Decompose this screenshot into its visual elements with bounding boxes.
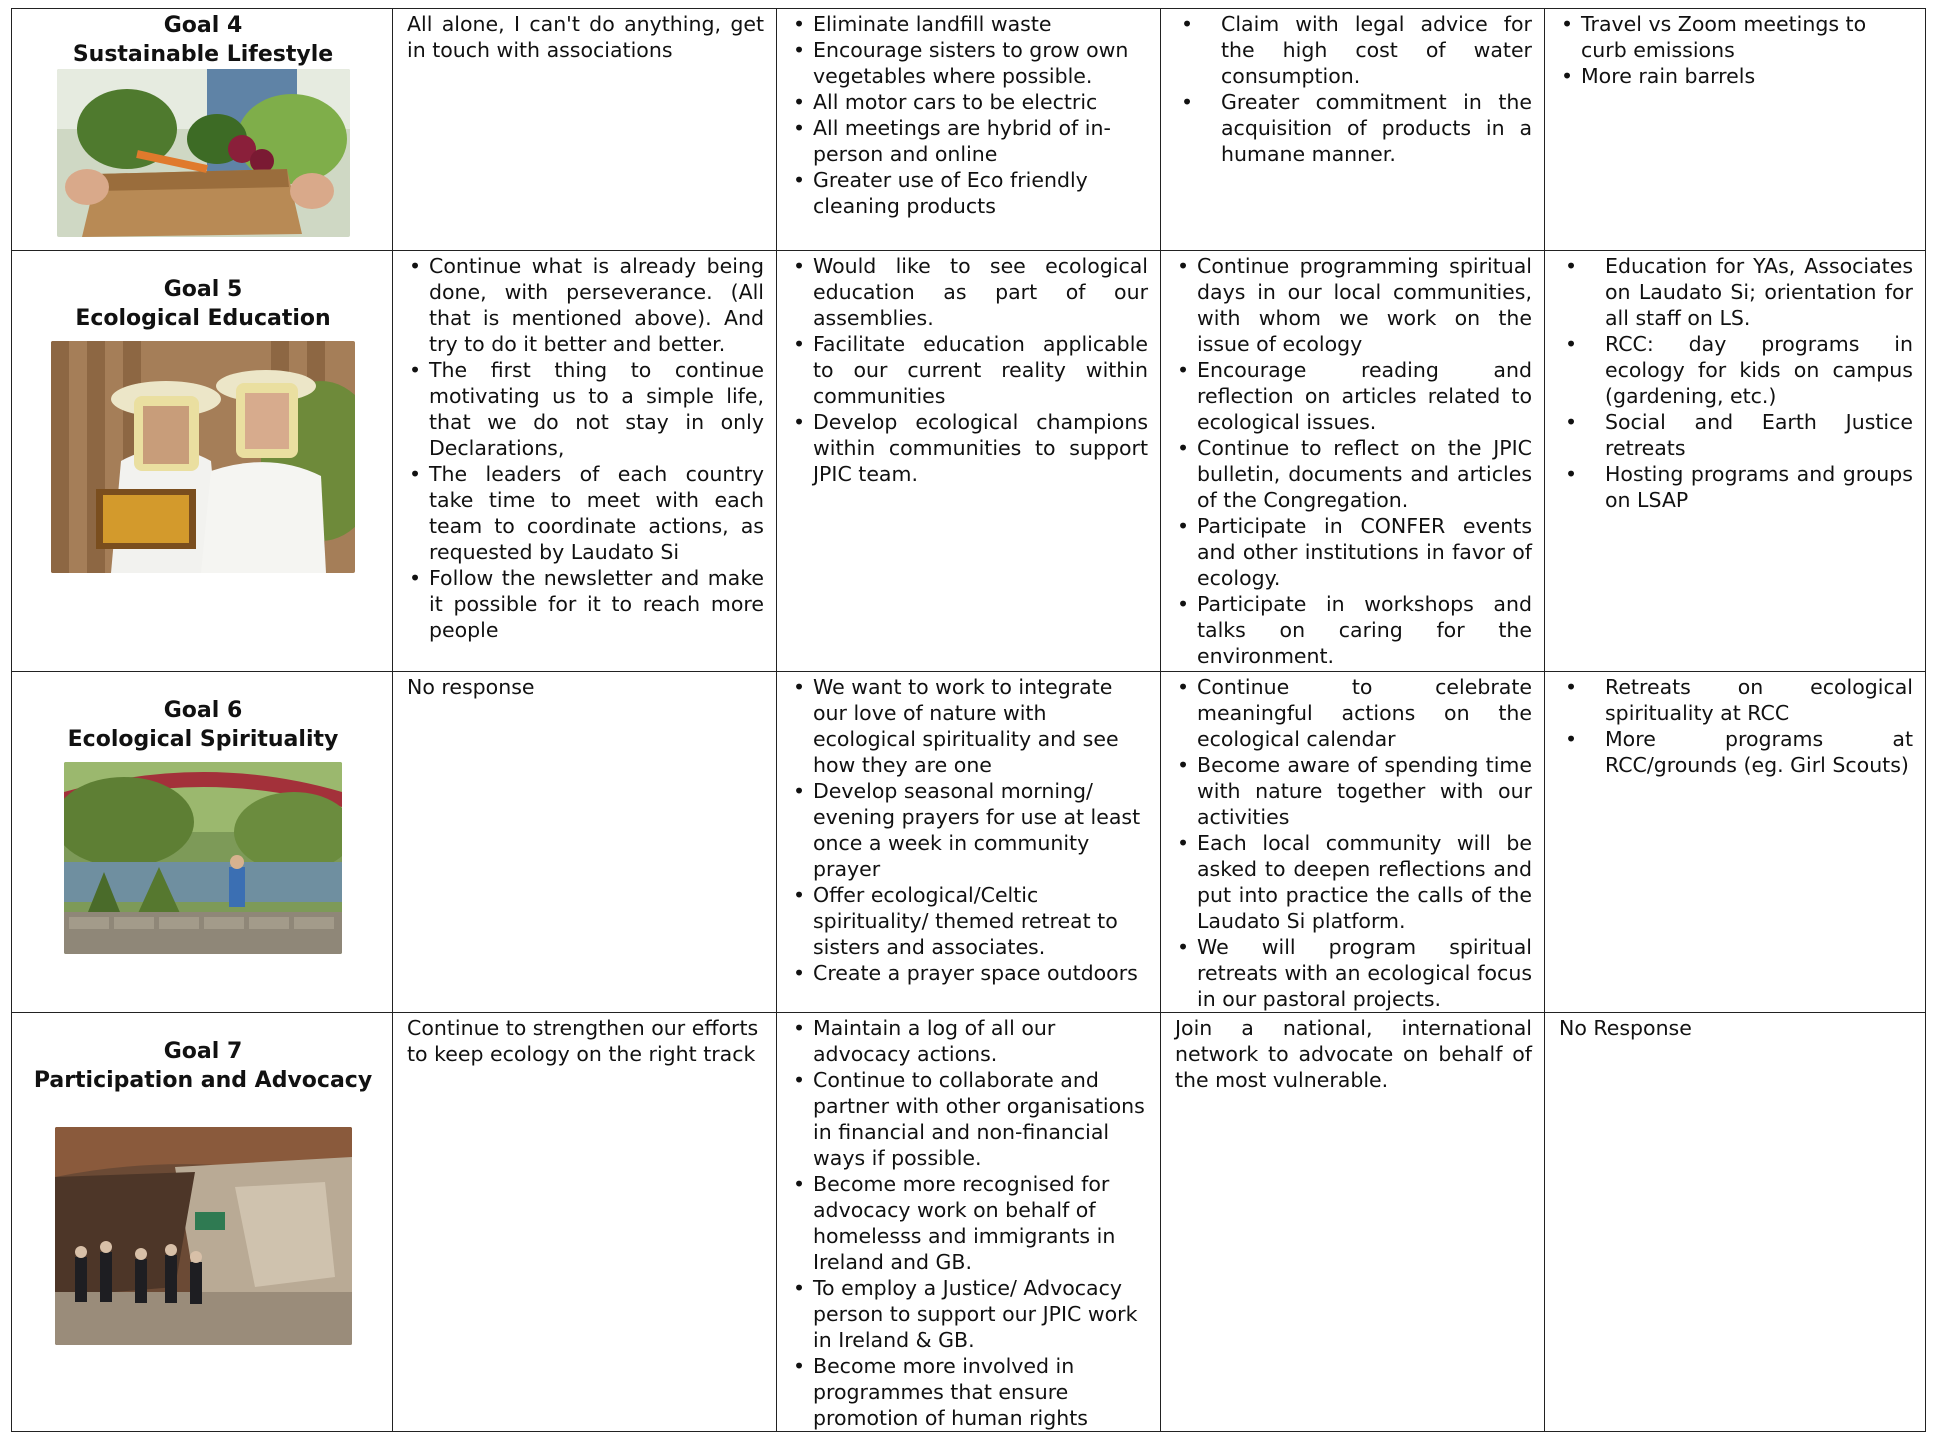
list-item: • Become more recognised for advocacy work on behalf of homelesss and immigrants in Ireland and GB.	[813, 1171, 1148, 1275]
list-item: • Participate in workshops and talks on caring for the environment.	[1197, 591, 1532, 669]
response-list	[791, 253, 1148, 487]
response-cell	[1545, 251, 1926, 672]
table-row	[12, 1013, 1926, 1432]
list-item: • Greater use of Eco friendly cleaning products	[813, 167, 1148, 219]
list-item: • Greater commitment in the acquisition of products in a humane manner.	[1221, 89, 1532, 167]
list-item: • Would like to see ecological education as part of our assemblies.	[813, 253, 1148, 331]
response-list	[1175, 674, 1532, 1012]
response-list	[791, 1015, 1148, 1431]
list-item: • Eliminate landfill waste	[813, 11, 1148, 37]
list-item: • RCC: day programs in ecology for kids on campus (gardening, etc.)	[1605, 331, 1913, 409]
table-row	[12, 672, 1926, 1013]
list-item: • Develop seasonal morning/ evening prayers for use at least once a week in community prayer	[813, 778, 1148, 882]
list-item: • Claim with legal advice for the high cost of water consumption.	[1221, 11, 1532, 89]
table-row	[12, 251, 1926, 672]
response-list	[1175, 253, 1532, 669]
response-cell	[393, 1013, 777, 1432]
response-list	[1559, 253, 1913, 513]
response-cell	[1545, 1013, 1926, 1432]
response-cell	[1161, 1013, 1545, 1432]
list-item: • We want to work to integrate our love of nature with ecological spirituality and see how they are one	[813, 674, 1148, 778]
goal-name: Sustainable Lifestyle	[72, 42, 334, 67]
list-item: • Each local community will be asked to deepen reflections and put into practice the calls of the Laudato Si platform.	[1197, 830, 1532, 934]
goal-cell	[12, 672, 393, 1013]
goal-number: Goal 5	[163, 277, 243, 302]
goal-number: Goal 6	[163, 698, 243, 723]
list-item: • Retreats on ecological spirituality at RCC	[1605, 674, 1913, 726]
list-item: • Education for YAs, Associates on Laudato Si; orientation for all staff on LS.	[1605, 253, 1913, 331]
response-text: All alone, I can't do anything, get in touch with associations	[407, 12, 764, 62]
list-item: • Travel vs Zoom meetings to curb emissions	[1581, 11, 1913, 63]
list-item: • Hosting programs and groups on LSAP	[1605, 461, 1913, 513]
list-item: • Offer ecological/Celtic spirituality/ themed retreat to sisters and associates.	[813, 882, 1148, 960]
response-text: Continue to strengthen our efforts to keep ecology on the right track	[407, 1016, 759, 1066]
response-text: Join a national, international network to advocate on behalf of the most vulnerable.	[1175, 1016, 1532, 1092]
list-item: • Encourage sisters to grow own vegetables where possible.	[813, 37, 1148, 89]
list-item: • Develop ecological champions within communities to support JPIC team.	[813, 409, 1148, 487]
list-item: • The first thing to continue motivating us to a simple life, that we do not stay in only Declarations,	[429, 357, 764, 461]
list-item: • Become more involved in programmes that ensure promotion of human rights	[813, 1353, 1148, 1431]
goal-cell	[12, 251, 393, 672]
list-item: • We will program spiritual retreats with an ecological focus in our pastoral projects.	[1197, 934, 1532, 1012]
response-cell	[777, 9, 1161, 251]
response-cell	[1545, 9, 1926, 251]
list-item: • Continue programming spiritual days in our local communities, with whom we work on the issue of ecology	[1197, 253, 1532, 357]
list-item: • Social and Earth Justice retreats	[1605, 409, 1913, 461]
quarry-visit-photo	[55, 1127, 352, 1345]
response-cell	[1545, 672, 1926, 1013]
list-item: • Become aware of spending time with nature together with our activities	[1197, 752, 1532, 830]
garden-bridge-photo	[64, 762, 342, 954]
list-item: • Continue to celebrate meaningful actions on the ecological calendar	[1197, 674, 1532, 752]
response-list	[791, 674, 1148, 986]
list-item: • More rain barrels	[1581, 63, 1913, 89]
goal-name: Ecological Education	[75, 306, 331, 331]
list-item: • Facilitate education applicable to our current reality within communities	[813, 331, 1148, 409]
response-list	[1559, 674, 1913, 778]
goal-number: Goal 7	[163, 1039, 243, 1064]
list-item: • Maintain a log of all our advocacy actions.	[813, 1015, 1148, 1067]
response-cell	[777, 1013, 1161, 1432]
goal-cell	[12, 1013, 393, 1432]
response-cell	[777, 672, 1161, 1013]
response-cell	[393, 672, 777, 1013]
response-cell	[393, 251, 777, 672]
vegetable-crate-photo	[57, 69, 350, 237]
goal-name: Ecological Spirituality	[67, 727, 339, 752]
list-item: • Continue to collaborate and partner with other organisations in financial and non-financial ways if possible.	[813, 1067, 1148, 1171]
response-cell	[1161, 672, 1545, 1013]
response-list	[791, 11, 1148, 219]
list-item: • Continue what is already being done, with perseverance. (All that is mentioned above). And try to do it better and better.	[429, 253, 764, 357]
list-item: • Encourage reading and reflection on articles related to ecological issues.	[1197, 357, 1532, 435]
list-item: • More programs at RCC/grounds (eg. Girl Scouts)	[1605, 726, 1913, 778]
goal-cell	[12, 9, 393, 251]
goals-table	[11, 8, 1926, 1432]
list-item: • Continue to reflect on the JPIC bulletin, documents and articles of the Congregation.	[1197, 435, 1532, 513]
goal-number: Goal 4	[163, 13, 243, 38]
list-item: • To employ a Justice/ Advocacy person to support our JPIC work in Ireland & GB.	[813, 1275, 1148, 1353]
list-item: • Participate in CONFER events and other institutions in favor of ecology.	[1197, 513, 1532, 591]
response-cell	[777, 251, 1161, 672]
response-list	[407, 253, 764, 643]
response-text: No response	[407, 675, 535, 699]
goal-name: Participation and Advocacy	[33, 1068, 373, 1093]
list-item: • Create a prayer space outdoors	[813, 960, 1148, 986]
beekeepers-photo	[51, 341, 355, 573]
list-item: • The leaders of each country take time to meet with each team to coordinate actions, as requested by Laudato Si	[429, 461, 764, 565]
list-item: • All meetings are hybrid of in-person and online	[813, 115, 1148, 167]
response-list	[1559, 11, 1913, 89]
table-row	[12, 9, 1926, 251]
response-text: No Response	[1559, 1016, 1692, 1040]
response-list	[1175, 11, 1532, 167]
list-item: • All motor cars to be electric	[813, 89, 1148, 115]
response-cell	[1161, 9, 1545, 251]
list-item: • Follow the newsletter and make it possible for it to reach more people	[429, 565, 764, 643]
response-cell	[1161, 251, 1545, 672]
response-cell	[393, 9, 777, 251]
